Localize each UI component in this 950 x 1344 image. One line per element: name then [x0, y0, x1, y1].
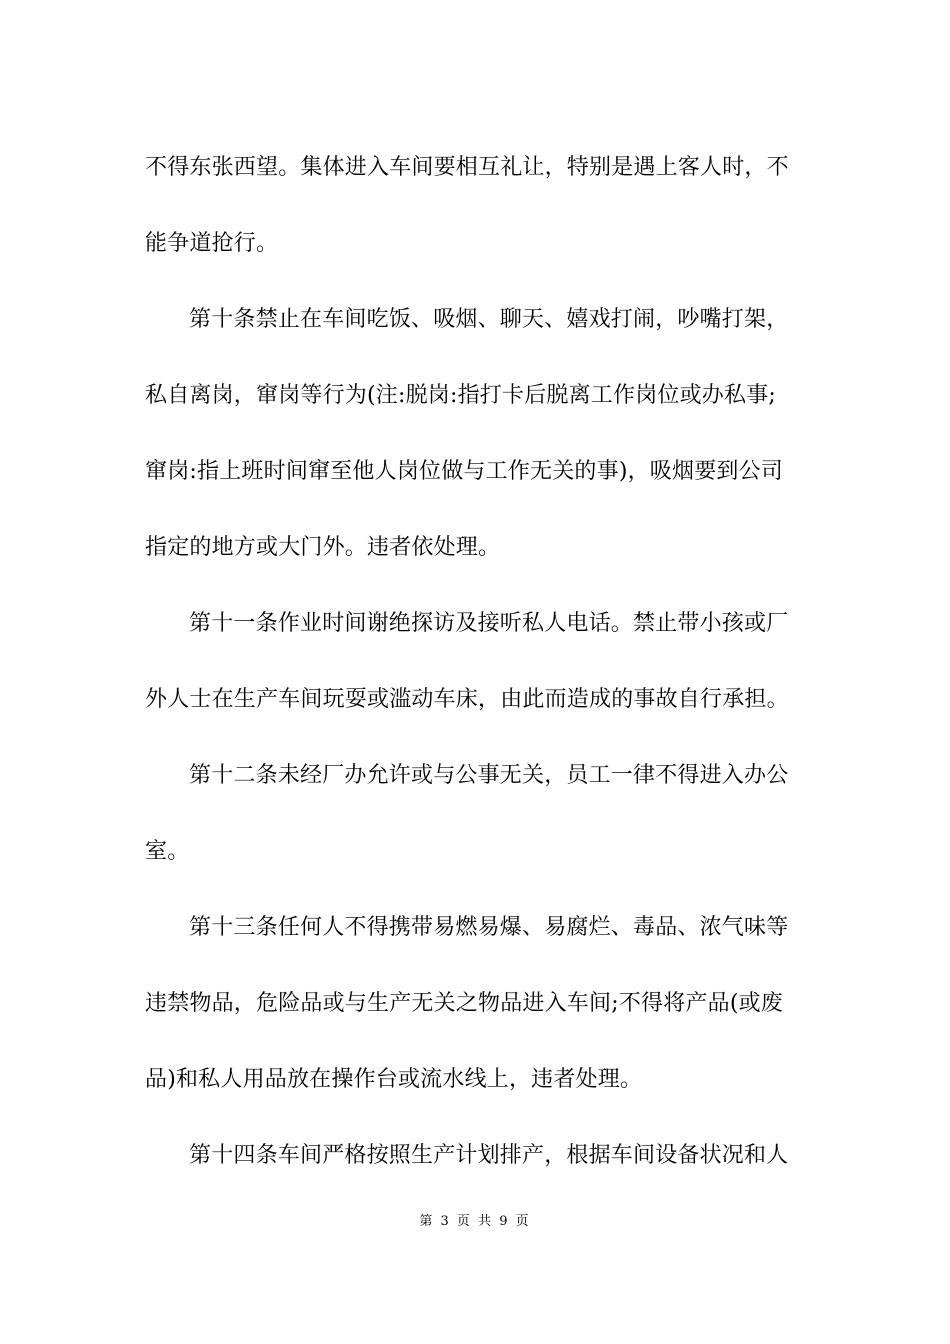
text-line: 私自离岗，窜岗等行为(注:脱岗:指打卡后脱离工作岗位或办私事; — [145, 383, 777, 408]
text-line: 第十三条任何人不得携带易燃易爆、易腐烂、毒品、浓气味等 — [189, 915, 789, 940]
page-number: 第 3 页 共 9 页 — [419, 1214, 531, 1229]
text-line: 第十一条作业时间谢绝探访及接听私人电话。禁止带小孩或厂 — [189, 611, 789, 636]
page-footer — [0, 1210, 950, 1229]
text-line: 违禁物品，危险品或与生产无关之物品进入车间;不得将产品(或废 — [145, 991, 783, 1016]
text-line: 品)和私人用品放在操作台或流水线上，违者处理。 — [145, 1067, 643, 1092]
text-line: 外人士在生产车间玩耍或滥动车床，由此而造成的事故自行承担。 — [145, 687, 789, 712]
text-line: 室。 — [145, 839, 190, 864]
text-line: 不得东张西望。集体进入车间要相互礼让，特别是遇上客人时，不 — [145, 155, 789, 180]
text-line: 能争道抢行。 — [145, 231, 279, 256]
document-body — [145, 130, 807, 1194]
text-line: 窜岗:指上班时间窜至他人岗位做与工作无关的事)，吸烟要到公司 — [145, 459, 783, 484]
text-line: 指定的地方或大门外。违者依处理。 — [145, 535, 501, 560]
text-line: 第十条禁止在车间吃饭、吸烟、聊天、嬉戏打闹，吵嘴打架， — [189, 307, 789, 332]
text-line: 第十二条未经厂办允许或与公事无关，员工一律不得进入办公 — [189, 763, 789, 788]
text-line: 第十四条车间严格按照生产计划排产，根据车间设备状况和人 — [189, 1143, 789, 1168]
